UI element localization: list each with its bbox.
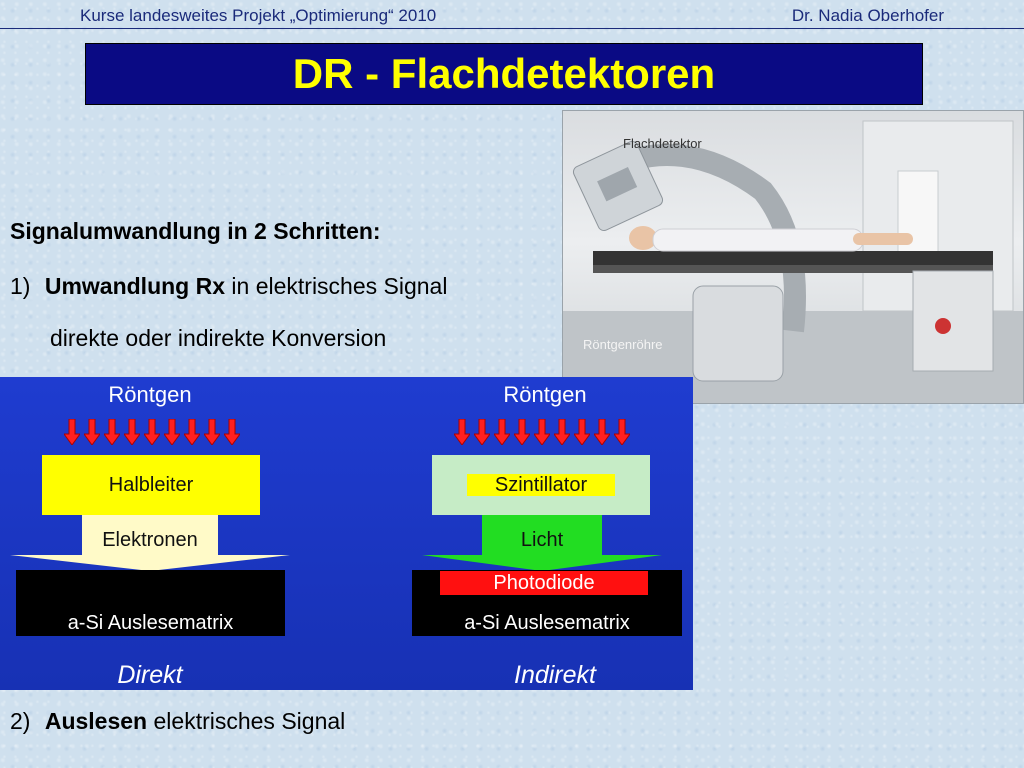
indirect-photodiode-layer xyxy=(440,571,648,595)
slide-title: DR - Flachdetektoren xyxy=(85,43,923,105)
direct-layer2-label: Elektronen xyxy=(102,529,198,551)
indirect-caption: Indirekt xyxy=(514,661,596,689)
xray-arrow-icon xyxy=(164,419,180,445)
step-1-number: 1) xyxy=(10,273,31,299)
indirect-scintillator-layer xyxy=(432,455,650,515)
direct-layer1-label: Halbleiter xyxy=(108,473,194,496)
heading-signal-conversion: Signalumwandlung in 2 Schritten: xyxy=(10,218,381,244)
step-1-rest: in elektrisches Signal xyxy=(225,273,448,299)
xray-arrow-icon xyxy=(554,419,570,445)
direct-xray-label: Röntgen xyxy=(108,382,192,407)
direct-semiconductor-layer xyxy=(42,455,260,515)
step-2-number: 2) xyxy=(10,708,31,734)
step-2 xyxy=(10,708,345,735)
direct-caption: Direkt xyxy=(117,661,183,689)
xray-arrow-icon xyxy=(594,419,610,445)
step-1-bold: Umwandlung Rx xyxy=(44,273,226,299)
step-1-subtext: direkte oder indirekte Konversion xyxy=(50,325,387,351)
xray-arrow-icon xyxy=(144,419,160,445)
flat-detector-photo xyxy=(562,110,1024,404)
xray-arrow-icon xyxy=(614,419,630,445)
header-rule xyxy=(0,28,1024,29)
indirect-matrix-label: a-Si Auslesematrix xyxy=(464,611,630,634)
indirect-xray-arrows xyxy=(454,419,630,445)
indirect-xray-label: Röntgen xyxy=(503,382,587,407)
indirect-layer3-label: Photodiode xyxy=(493,571,595,594)
xray-arrow-icon xyxy=(574,419,590,445)
xray-arrow-icon xyxy=(494,419,510,445)
xray-arrow-icon xyxy=(474,419,490,445)
xray-arrow-icon xyxy=(534,419,550,445)
scintillator-inner xyxy=(467,474,615,496)
indirect-layer1-label: Szintillator xyxy=(494,473,588,496)
indirect-layer2-label: Licht xyxy=(520,529,564,551)
slide-header xyxy=(0,0,1024,30)
header-course-title: Kurse landesweites Projekt „Optimierung“ 2010 xyxy=(80,6,437,25)
step-1 xyxy=(10,273,447,300)
xray-arrow-icon xyxy=(454,419,470,445)
header-author: Dr. Nadia Oberhofer xyxy=(791,6,944,25)
xray-arrow-icon xyxy=(124,419,140,445)
xray-arrow-icon xyxy=(64,419,80,445)
direct-xray-arrows xyxy=(64,419,240,445)
xray-arrow-icon xyxy=(104,419,120,445)
direct-matrix-label: a-Si Auslesematrix xyxy=(67,611,234,634)
xray-arrow-icon xyxy=(204,419,220,445)
xray-arrow-icon xyxy=(224,419,240,445)
xray-arrow-icon xyxy=(514,419,530,445)
step-2-rest: elektrisches Signal xyxy=(147,708,346,734)
step-2-bold: Auslesen xyxy=(44,708,148,734)
label-flachdetektor: Flachdetektor xyxy=(623,136,702,151)
xray-arrow-icon xyxy=(84,419,100,445)
label-roentgenroehre: Röntgenröhre xyxy=(583,337,663,352)
photo-illustration xyxy=(563,111,1023,403)
xray-arrow-icon xyxy=(184,419,200,445)
direct-matrix xyxy=(16,570,285,636)
conversion-diagram xyxy=(0,377,693,690)
